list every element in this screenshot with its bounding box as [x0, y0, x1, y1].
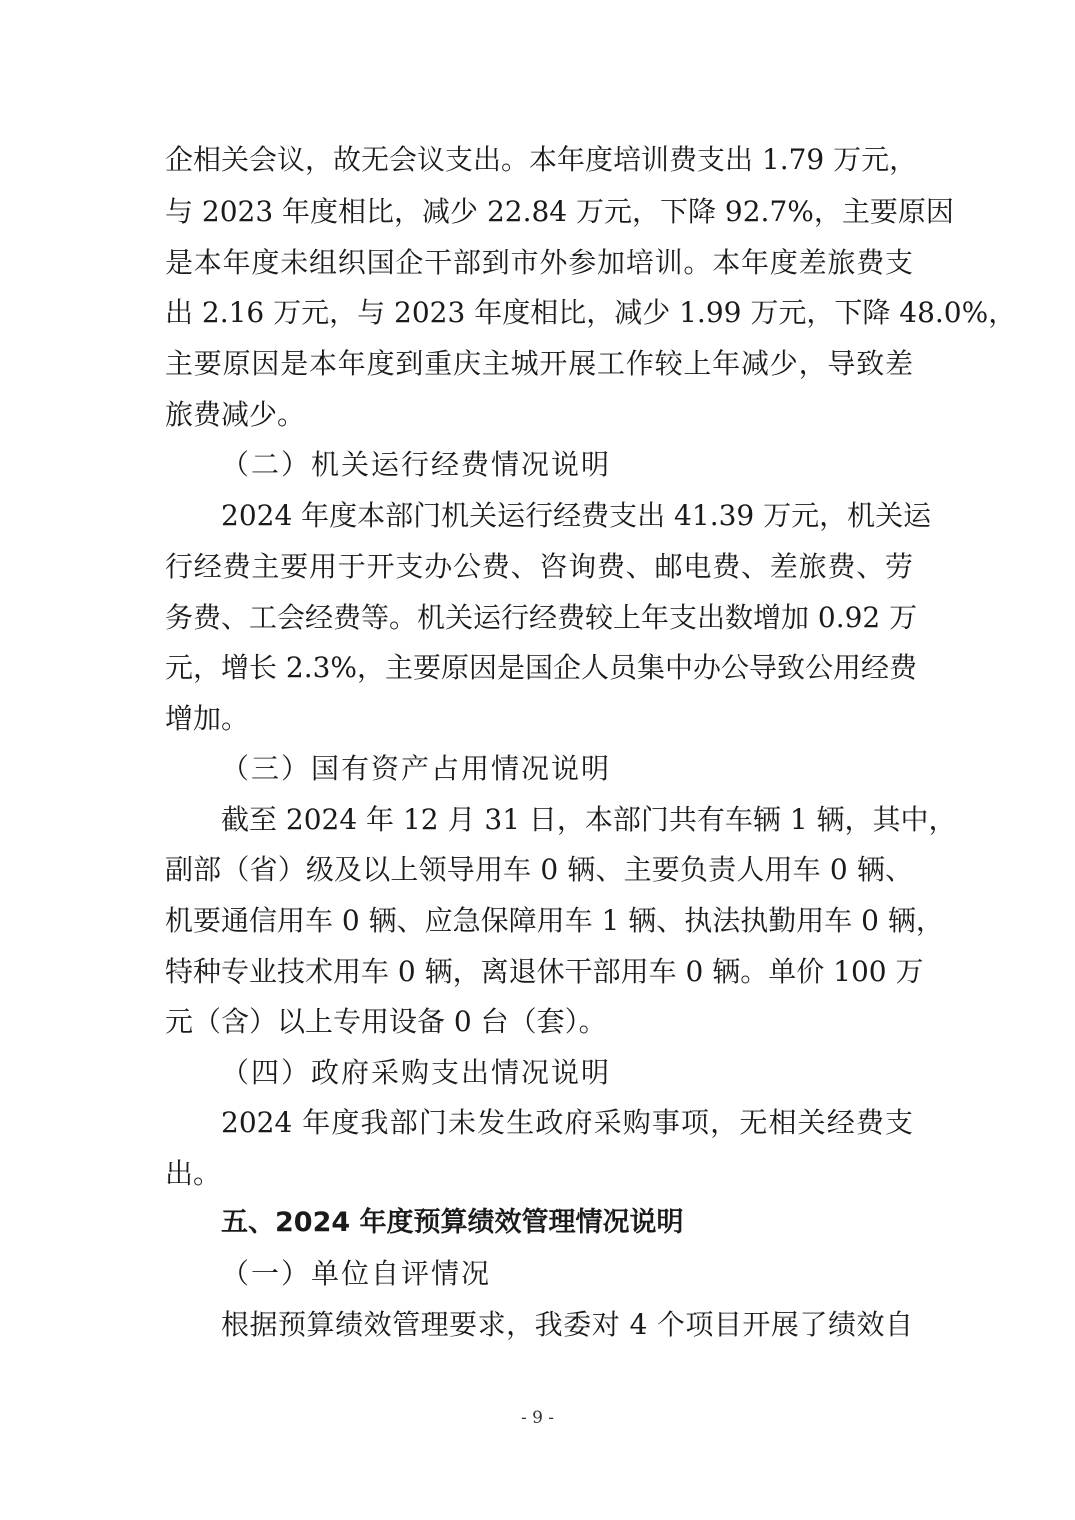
paragraph-line: 元（含）以上专用设备 0 台（套）。 — [165, 1005, 607, 1038]
paragraph-line: 增加。 — [165, 702, 250, 735]
paragraph-line: 元，增长 2.3%，主要原因是国企人员集中办公导致公用经费 — [165, 651, 918, 684]
paragraph-line: 根据预算绩效管理要求，我委对 4 个项目开展了绩效自 — [221, 1308, 913, 1341]
paragraph-line: 机要通信用车 0 辆、应急保障用车 1 辆、执法执勤用车 0 辆， — [165, 904, 944, 937]
paragraph-line: 务费、工会经费等。机关运行经费较上年支出数增加 0.92 万 — [165, 601, 918, 634]
chapter-heading: 五、2024 年度预算绩效管理情况说明 — [221, 1207, 684, 1238]
paragraph-line: 出 2.16 万元，与 2023 年度相比，减少 1.99 万元，下降 48.0%， — [165, 296, 1017, 329]
paragraph-line: 出。 — [165, 1157, 222, 1190]
section-heading: （二）机关运行经费情况说明 — [221, 448, 612, 481]
paragraph-line: 特种专业技术用车 0 辆，离退休干部用车 0 辆。单价 100 万 — [165, 955, 924, 988]
paragraph-line: 截至 2024 年 12 月 31 日，本部门共有车辆 1 辆，其中， — [221, 803, 957, 836]
section-heading: （三）国有资产占用情况说明 — [221, 752, 612, 785]
section-heading: （四）政府采购支出情况说明 — [221, 1056, 612, 1089]
paragraph-line: 2024 年度本部门机关运行经费支出 41.39 万元，机关运 — [221, 499, 932, 532]
paragraph-line: 与 2023 年度相比，减少 22.84 万元，下降 92.7%，主要原因 — [165, 195, 954, 228]
page-number: - 9 - — [520, 1408, 555, 1428]
paragraph-line: 2024 年度我部门未发生政府采购事项，无相关经费支 — [221, 1106, 913, 1139]
paragraph-line: 旅费减少。 — [165, 398, 306, 431]
paragraph-line: 行经费主要用于开支办公费、咨询费、邮电费、差旅费、劳 — [165, 550, 913, 583]
paragraph-line: 副部（省）级及以上领导用车 0 辆、主要负责人用车 0 辆、 — [165, 853, 913, 886]
section-heading: （一）单位自评情况 — [221, 1257, 492, 1290]
paragraph-line: 主要原因是本年度到重庆主城开展工作较上年减少，导致差 — [165, 347, 913, 380]
paragraph-line: 企相关会议，故无会议支出。本年度培训费支出 1.79 万元， — [165, 143, 918, 176]
paragraph-line: 是本年度未组织国企干部到市外参加培训。本年度差旅费支 — [165, 246, 913, 279]
